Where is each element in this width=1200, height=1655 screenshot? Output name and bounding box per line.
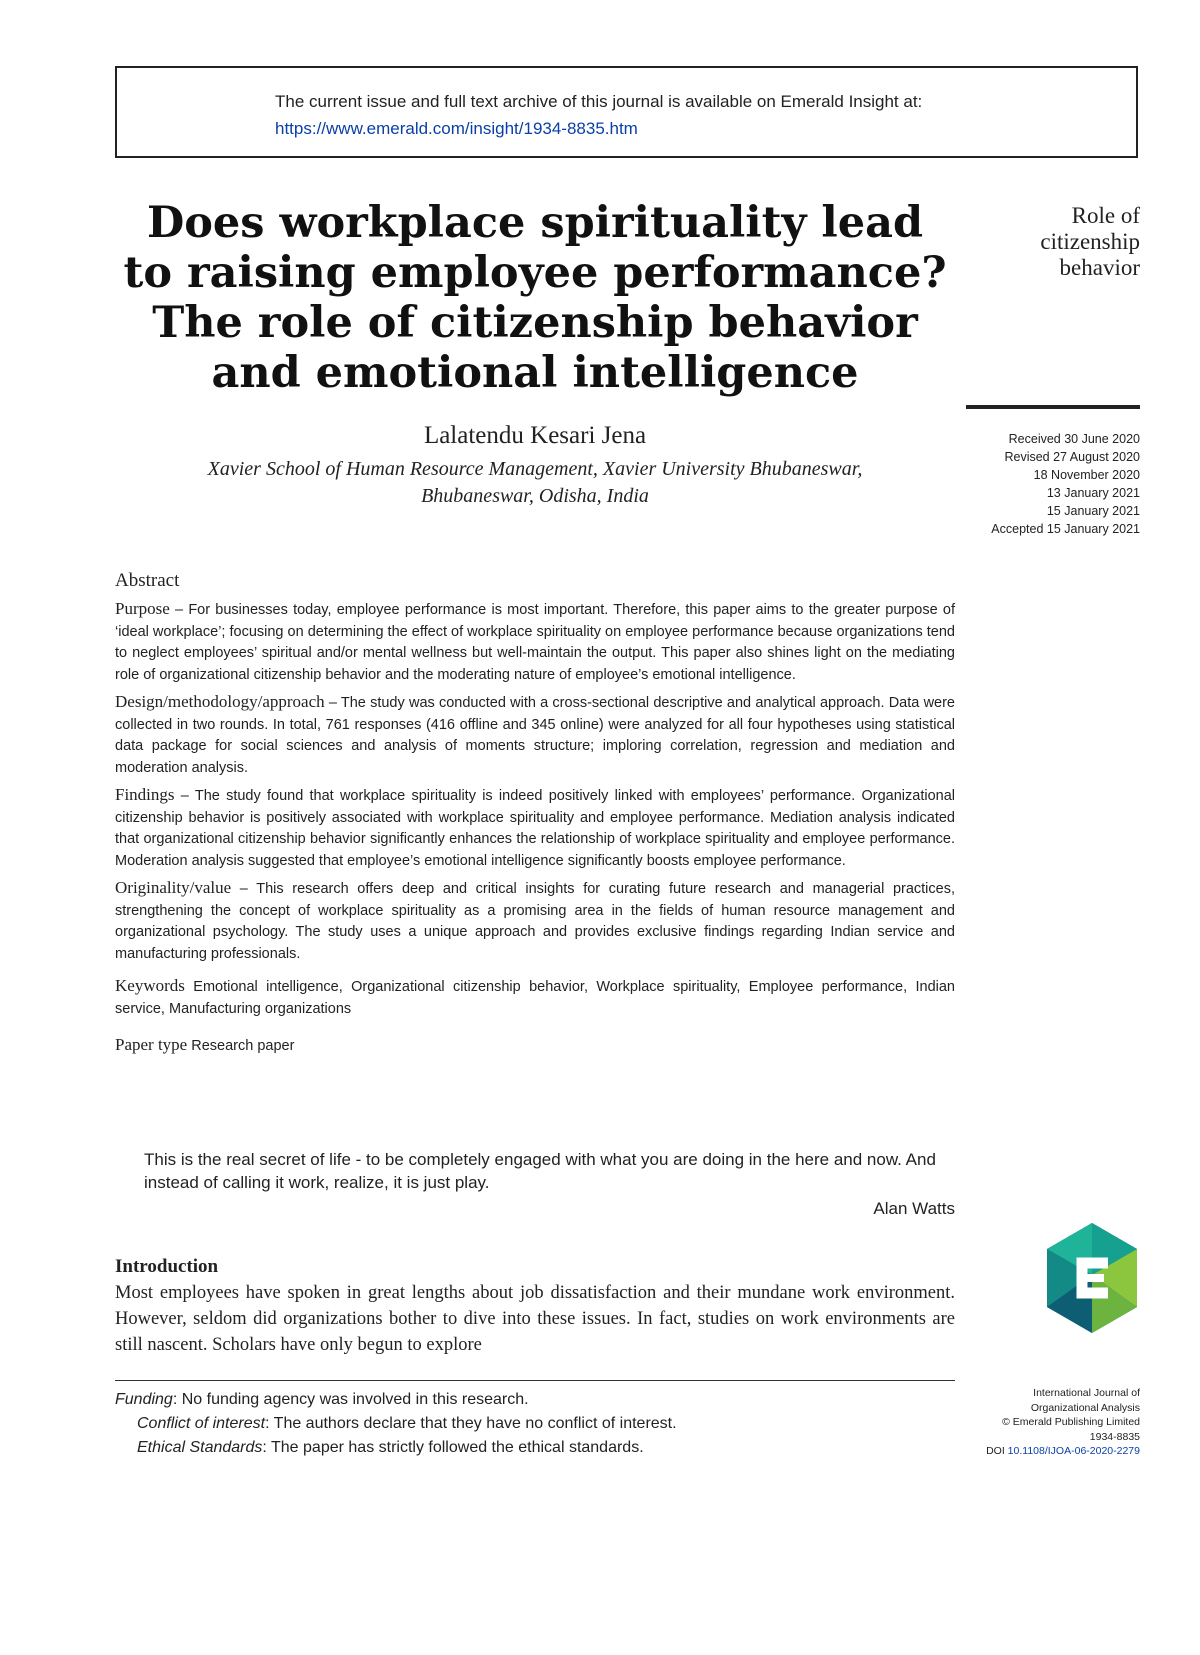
article-title: [115, 198, 955, 398]
margin-divider: [966, 405, 1140, 409]
abstract-purpose: [115, 598, 955, 686]
ethical-label: Ethical Standards: [137, 1439, 263, 1456]
footnote-divider: [115, 1380, 955, 1381]
introduction-section: [115, 1256, 955, 1358]
title-line: Does workplace spirituality lead: [146, 198, 924, 248]
running-head: [940, 203, 1140, 281]
date-line: 13 January 2021: [1046, 486, 1140, 500]
title-line: and emotional intelligence: [211, 348, 859, 398]
journal-info: [920, 1386, 1140, 1459]
findings-text: – The study found that workplace spirituality is indeed positively linked with employees’ performance. Organizational citizenship behavior is positively associated with workplace spirituality and employee performance. Mediation analysis indicated that organizational citizenship behavior significantly enhances the relationship of workplace spirituality and employee performance. Moderation analysis suggested that employee’s emotional intelligence significantly boosts employee performance.: [115, 788, 955, 869]
title-line: to raising employee performance?: [123, 248, 947, 298]
abstract-design: [115, 691, 955, 779]
title-line: The role of citizenship behavior: [152, 298, 918, 348]
footnotes: [115, 1388, 955, 1460]
ethical-note: [115, 1436, 955, 1460]
funding-label: Funding: [115, 1391, 173, 1408]
funding-note: [115, 1388, 955, 1412]
abstract-keywords: [115, 975, 955, 1020]
design-label: Design/methodology/approach: [115, 692, 325, 711]
doi-label: DOI: [986, 1445, 1008, 1457]
originality-label: Originality/value: [115, 878, 232, 897]
keywords-text: Emotional intelligence, Organizational citizenship behavior, Workplace spirituality, Employee performance, Indian service, Manufacturing organizations: [115, 979, 955, 1017]
originality-text: – This research offers deep and critical insights for curating future research and managerial practices, strengthening the concept of workplace spirituality as a promising area in the fields of human resource management and organizational psychology. The study uses a unique approach and provides exclusive findings regarding Indian service and manufacturing professionals.: [115, 881, 955, 962]
doi-line: [920, 1444, 1140, 1459]
epigraph-text: This is the real secret of life - to be completely engaged with what you are doing in the here and now. And instead of calling it work, realize, it is just play.: [144, 1150, 936, 1192]
abstract-heading: Abstract: [115, 570, 180, 591]
running-head-line: Role of: [1071, 203, 1140, 228]
abstract-findings: [115, 784, 955, 872]
running-head-line: behavior: [1059, 255, 1140, 280]
epigraph-author: Alan Watts: [873, 1199, 955, 1218]
epigraph: [144, 1148, 955, 1220]
date-line: Accepted 15 January 2021: [991, 522, 1140, 536]
emerald-logo-icon: [1042, 1223, 1142, 1333]
conflict-note: [115, 1412, 955, 1436]
affiliation-line: Bhubaneswar, Odisha, India: [421, 485, 649, 507]
access-banner: [115, 66, 1138, 158]
conflict-label: Conflict of interest: [137, 1415, 266, 1432]
journal-url-link[interactable]: https://www.emerald.com/insight/1934-8835.htm: [275, 119, 638, 138]
author-affiliation: [115, 456, 955, 510]
abstract-section: [115, 570, 955, 1063]
abstract-originality: [115, 877, 955, 965]
affiliation-line: Xavier School of Human Resource Management, Xavier University Bhubaneswar,: [207, 458, 863, 480]
keywords-label: Keywords: [115, 976, 185, 995]
abstract-paper-type: [115, 1034, 955, 1058]
journal-name-line: International Journal of: [1033, 1387, 1140, 1399]
date-line: 18 November 2020: [1033, 468, 1140, 482]
introduction-heading: Introduction: [115, 1256, 219, 1277]
submission-dates: [900, 430, 1140, 538]
issn: 1934-8835: [1089, 1430, 1140, 1443]
conflict-text: : The authors declare that they have no conflict of interest.: [265, 1415, 677, 1432]
paper-type-text: Research paper: [187, 1038, 295, 1054]
paper-type-label: Paper type: [115, 1035, 188, 1054]
journal-name-line: Organizational Analysis: [1030, 1401, 1140, 1414]
funding-text: : No funding agency was involved in this research.: [172, 1391, 529, 1408]
purpose-label: Purpose: [115, 599, 170, 618]
running-head-line: citizenship: [1040, 229, 1140, 254]
design-text: – The study was conducted with a cross-sectional descriptive and analytical approach. Data were collected in two rounds. In total, 761 responses (416 offline and 345 online) were analyzed for all four hypotheses using statistical data package for social sciences and analysis of moments structure; imploring correlation, regression and mediation and moderation analysis.: [115, 695, 955, 776]
banner-text: The current issue and full text archive of this journal is available on Emerald Insight at:: [275, 92, 923, 111]
doi-link[interactable]: 10.1108/IJOA-06-2020-2279: [1007, 1445, 1140, 1457]
date-line: Revised 27 August 2020: [1004, 450, 1140, 464]
findings-label: Findings: [115, 785, 175, 804]
date-line: Received 30 June 2020: [1008, 432, 1140, 446]
ethical-text: : The paper has strictly followed the ethical standards.: [262, 1439, 644, 1456]
author-name: Lalatendu Kesari Jena: [423, 422, 647, 449]
publisher: © Emerald Publishing Limited: [1002, 1416, 1140, 1428]
purpose-text: – For businesses today, employee performance is most important. Therefore, this paper aims to the greater purpose of ‘ideal workplace’; focusing on determining the effect of workplace spirituality on employee performance because organizations tend to neglect employees’ spiritual and/or mental wellness but well-maintain the output. This paper also shines light on the mediating role of organizational citizenship behavior and the moderating nature of employee’s emotional intelligence.: [115, 602, 955, 683]
date-line: 15 January 2021: [1046, 504, 1140, 518]
introduction-text: Most employees have spoken in great lengths about job dissatisfaction and their mundane work environment. However, seldom did organizations bother to dive into these issues. In fact, studies on work environments are still nascent. Scholars have only begun to explore: [115, 1283, 955, 1355]
